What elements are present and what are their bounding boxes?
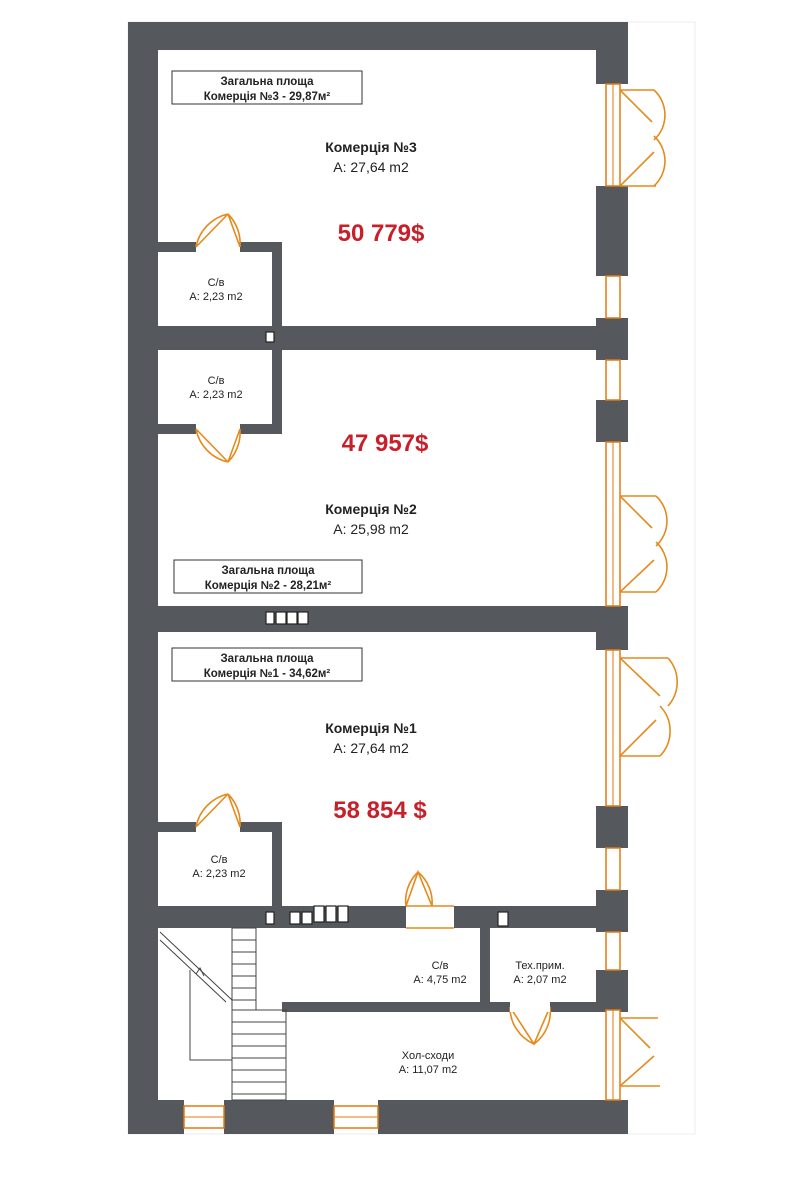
- unit-name-3: Комерція №3: [325, 139, 417, 155]
- total-area-value-3: Комерція №3 - 29,87м²: [203, 91, 331, 103]
- tech-room-area: A: 2,07 m2: [513, 974, 567, 986]
- unit-name-2: Комерція №2: [325, 501, 417, 517]
- bathroom-area-1: A: 2,23 m2: [192, 868, 246, 880]
- unit-price-2: 47 957$: [341, 430, 429, 457]
- service-bathroom-area: A: 4,75 m2: [413, 974, 467, 986]
- service-bathroom-name: С/в: [431, 960, 449, 972]
- total-area-label-2: Загальна площа: [221, 565, 315, 577]
- hall-stairs-name: Хол-сходи: [401, 1050, 455, 1062]
- bathroom-area-2: A: 2,23 m2: [189, 389, 243, 401]
- unit-price-1: 58 854 $: [333, 797, 427, 824]
- bathroom-name-1: С/в: [210, 854, 228, 866]
- bathroom-area-3: A: 2,23 m2: [189, 291, 243, 303]
- bathroom-name-3: С/в: [207, 277, 225, 289]
- hall-stairs-area: A: 11,07 m2: [398, 1064, 458, 1076]
- total-area-value-1: Комерція №1 - 34,62м²: [203, 668, 331, 680]
- unit-area-3: A: 27,64 m2: [333, 159, 409, 175]
- unit-name-1: Комерція №1: [325, 720, 417, 736]
- unit-area-1: A: 27,64 m2: [333, 740, 409, 756]
- unit-price-3: 50 779$: [337, 220, 425, 247]
- total-area-label-3: Загальна площа: [220, 76, 314, 88]
- total-area-label-1: Загальна площа: [220, 653, 314, 665]
- bathroom-name-2: С/в: [207, 375, 225, 387]
- unit-area-2: A: 25,98 m2: [333, 521, 409, 537]
- tech-room-name: Тех.прим.: [515, 960, 565, 972]
- total-area-value-2: Комерція №2 - 28,21м²: [204, 580, 332, 592]
